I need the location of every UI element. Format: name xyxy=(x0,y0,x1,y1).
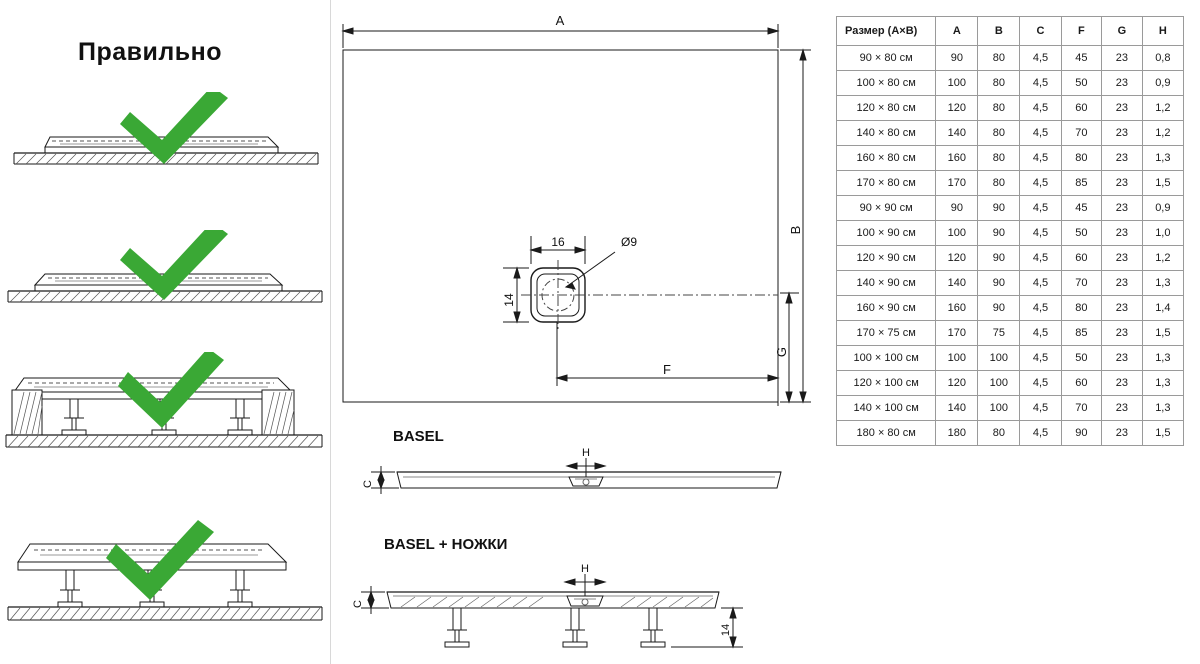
cell-value: 100 xyxy=(978,371,1020,396)
dim-label-h: H xyxy=(582,447,590,459)
cell-value: 1,3 xyxy=(1142,396,1183,421)
cell-value: 4,5 xyxy=(1020,146,1061,171)
cell-value: 60 xyxy=(1061,371,1102,396)
cell-value: 120 xyxy=(936,371,978,396)
cell-value: 80 xyxy=(978,121,1020,146)
dimensions-table xyxy=(836,16,1184,446)
cell-value: 4,5 xyxy=(1020,46,1061,71)
dim-label-g: G xyxy=(774,346,789,358)
dim-label-h: H xyxy=(581,563,589,575)
cell-value: 80 xyxy=(978,421,1020,446)
cell-value: 23 xyxy=(1102,171,1143,196)
cell-value: 120 xyxy=(936,246,978,271)
cell-value: 23 xyxy=(1102,321,1143,346)
cell-value: 23 xyxy=(1102,46,1143,71)
drain-diameter-label: Ø9 xyxy=(621,235,638,249)
cell-value: 1,5 xyxy=(1142,321,1183,346)
col-header-b: B xyxy=(978,17,1020,46)
cell-value: 70 xyxy=(1061,396,1102,421)
cell-value: 1,4 xyxy=(1142,296,1183,321)
cell-size: 120 × 80 см xyxy=(837,96,936,121)
col-header-h: H xyxy=(1142,17,1183,46)
cell-value: 1,5 xyxy=(1142,171,1183,196)
cell-value: 90 xyxy=(936,46,978,71)
cell-value: 140 xyxy=(936,121,978,146)
cell-value: 23 xyxy=(1102,246,1143,271)
shower-tray-top-view-drawing xyxy=(331,6,829,416)
cell-value: 23 xyxy=(1102,221,1143,246)
col-header-c: C xyxy=(1020,17,1061,46)
cell-value: 23 xyxy=(1102,296,1143,321)
cell-size: 100 × 80 см xyxy=(837,71,936,96)
cell-size: 160 × 80 см xyxy=(837,146,936,171)
col-header-size: Размер (A×B) xyxy=(837,17,936,46)
cell-size: 140 × 90 см xyxy=(837,271,936,296)
cell-value: 1,3 xyxy=(1142,146,1183,171)
cell-value: 80 xyxy=(978,171,1020,196)
cell-value: 120 xyxy=(936,96,978,121)
cell-value: 4,5 xyxy=(1020,396,1061,421)
table-row xyxy=(837,371,1184,396)
cell-value: 85 xyxy=(1061,171,1102,196)
col-header-f: F xyxy=(1061,17,1102,46)
cell-value: 4,5 xyxy=(1020,346,1061,371)
table-row xyxy=(837,171,1184,196)
cell-value: 90 xyxy=(1061,421,1102,446)
cell-size: 100 × 90 см xyxy=(837,221,936,246)
cell-value: 1,3 xyxy=(1142,346,1183,371)
table-row xyxy=(837,421,1184,446)
cell-value: 90 xyxy=(978,271,1020,296)
cell-value: 90 xyxy=(978,221,1020,246)
figure-tray-on-floor-flush xyxy=(0,92,330,182)
cell-value: 23 xyxy=(1102,271,1143,296)
cell-value: 23 xyxy=(1102,96,1143,121)
dim-label-c: C xyxy=(362,480,374,488)
drain-height-label: 14 xyxy=(502,293,516,307)
cell-value: 80 xyxy=(978,46,1020,71)
figure-tray-on-legs-between-walls xyxy=(0,352,330,467)
cell-value: 23 xyxy=(1102,421,1143,446)
cell-value: 100 xyxy=(978,346,1020,371)
cell-value: 4,5 xyxy=(1020,321,1061,346)
dim-label-14: 14 xyxy=(720,623,732,637)
cell-size: 140 × 100 см xyxy=(837,396,936,421)
figure-tray-on-floor-flush-2 xyxy=(0,230,330,320)
cell-size: 90 × 80 см xyxy=(837,46,936,71)
cell-value: 180 xyxy=(936,421,978,446)
cell-value: 90 xyxy=(978,296,1020,321)
table-row xyxy=(837,146,1184,171)
cell-value: 4,5 xyxy=(1020,121,1061,146)
cell-value: 1,3 xyxy=(1142,271,1183,296)
cell-value: 140 xyxy=(936,271,978,296)
table-row xyxy=(837,121,1184,146)
dimensions-table-container xyxy=(836,16,1184,446)
table-row xyxy=(837,221,1184,246)
cell-value: 80 xyxy=(978,71,1020,96)
table-row xyxy=(837,246,1184,271)
table-row xyxy=(837,346,1184,371)
cell-value: 100 xyxy=(936,71,978,96)
table-row xyxy=(837,396,1184,421)
cell-value: 170 xyxy=(936,171,978,196)
cell-value: 90 xyxy=(978,196,1020,221)
cell-value: 160 xyxy=(936,146,978,171)
cell-value: 50 xyxy=(1061,71,1102,96)
cell-value: 4,5 xyxy=(1020,221,1061,246)
cell-value: 23 xyxy=(1102,71,1143,96)
cell-size: 90 × 90 см xyxy=(837,196,936,221)
cell-value: 50 xyxy=(1061,221,1102,246)
cell-value: 4,5 xyxy=(1020,371,1061,396)
basel-label: BASEL xyxy=(393,428,444,445)
cell-value: 1,2 xyxy=(1142,246,1183,271)
page-title: Правильно xyxy=(78,38,223,66)
cell-value: 23 xyxy=(1102,371,1143,396)
col-header-a: A xyxy=(936,17,978,46)
table-row xyxy=(837,196,1184,221)
cell-value: 23 xyxy=(1102,196,1143,221)
drain-width-label: 16 xyxy=(551,235,565,249)
cell-value: 50 xyxy=(1061,346,1102,371)
table-row xyxy=(837,321,1184,346)
cell-value: 160 xyxy=(936,296,978,321)
figure-tray-on-legs-on-floor xyxy=(0,518,330,643)
cell-value: 170 xyxy=(936,321,978,346)
cell-value: 0,8 xyxy=(1142,46,1183,71)
cell-size: 170 × 80 см xyxy=(837,171,936,196)
basel-section-drawing xyxy=(331,446,829,508)
cell-value: 1,5 xyxy=(1142,421,1183,446)
cell-value: 90 xyxy=(978,246,1020,271)
table-row xyxy=(837,271,1184,296)
cell-value: 4,5 xyxy=(1020,71,1061,96)
cell-value: 45 xyxy=(1061,196,1102,221)
basel-legs-label: BASEL + НОЖКИ xyxy=(384,536,508,553)
dim-label-b: B xyxy=(788,225,803,235)
cell-value: 70 xyxy=(1061,271,1102,296)
cell-value: 140 xyxy=(936,396,978,421)
table-row xyxy=(837,296,1184,321)
cell-value: 23 xyxy=(1102,396,1143,421)
cell-size: 140 × 80 см xyxy=(837,121,936,146)
cell-value: 80 xyxy=(1061,296,1102,321)
cell-size: 120 × 100 см xyxy=(837,371,936,396)
cell-value: 1,0 xyxy=(1142,221,1183,246)
cell-value: 23 xyxy=(1102,346,1143,371)
cell-value: 75 xyxy=(978,321,1020,346)
table-header-row xyxy=(837,17,1184,46)
cell-value: 1,3 xyxy=(1142,371,1183,396)
cell-value: 4,5 xyxy=(1020,421,1061,446)
table-row xyxy=(837,46,1184,71)
cell-value: 4,5 xyxy=(1020,296,1061,321)
correct-installation-panel xyxy=(0,0,331,664)
cell-value: 80 xyxy=(978,146,1020,171)
cell-value: 4,5 xyxy=(1020,171,1061,196)
cell-size: 160 × 90 см xyxy=(837,296,936,321)
cell-value: 4,5 xyxy=(1020,196,1061,221)
table-row xyxy=(837,71,1184,96)
table-row xyxy=(837,96,1184,121)
cell-size: 170 × 75 см xyxy=(837,321,936,346)
cell-value: 1,2 xyxy=(1142,121,1183,146)
cell-value: 100 xyxy=(936,221,978,246)
dim-label-c: C xyxy=(352,600,364,608)
cell-value: 0,9 xyxy=(1142,71,1183,96)
cell-value: 60 xyxy=(1061,246,1102,271)
cell-value: 23 xyxy=(1102,121,1143,146)
cell-value: 0,9 xyxy=(1142,196,1183,221)
cell-size: 120 × 90 см xyxy=(837,246,936,271)
cell-value: 4,5 xyxy=(1020,271,1061,296)
technical-drawings-panel xyxy=(331,0,829,664)
cell-value: 1,2 xyxy=(1142,96,1183,121)
cell-value: 85 xyxy=(1061,321,1102,346)
col-header-g: G xyxy=(1102,17,1143,46)
cell-value: 4,5 xyxy=(1020,246,1061,271)
cell-value: 4,5 xyxy=(1020,96,1061,121)
cell-value: 80 xyxy=(1061,146,1102,171)
cell-size: 100 × 100 см xyxy=(837,346,936,371)
cell-value: 80 xyxy=(978,96,1020,121)
cell-value: 100 xyxy=(978,396,1020,421)
cell-value: 45 xyxy=(1061,46,1102,71)
cell-value: 90 xyxy=(936,196,978,221)
cell-size: 180 × 80 см xyxy=(837,421,936,446)
cell-value: 60 xyxy=(1061,96,1102,121)
cell-value: 100 xyxy=(936,346,978,371)
basel-with-legs-drawing xyxy=(331,554,829,664)
cell-value: 23 xyxy=(1102,146,1143,171)
dim-label-f: F xyxy=(663,362,671,377)
cell-value: 70 xyxy=(1061,121,1102,146)
dim-label-a: A xyxy=(555,13,565,28)
